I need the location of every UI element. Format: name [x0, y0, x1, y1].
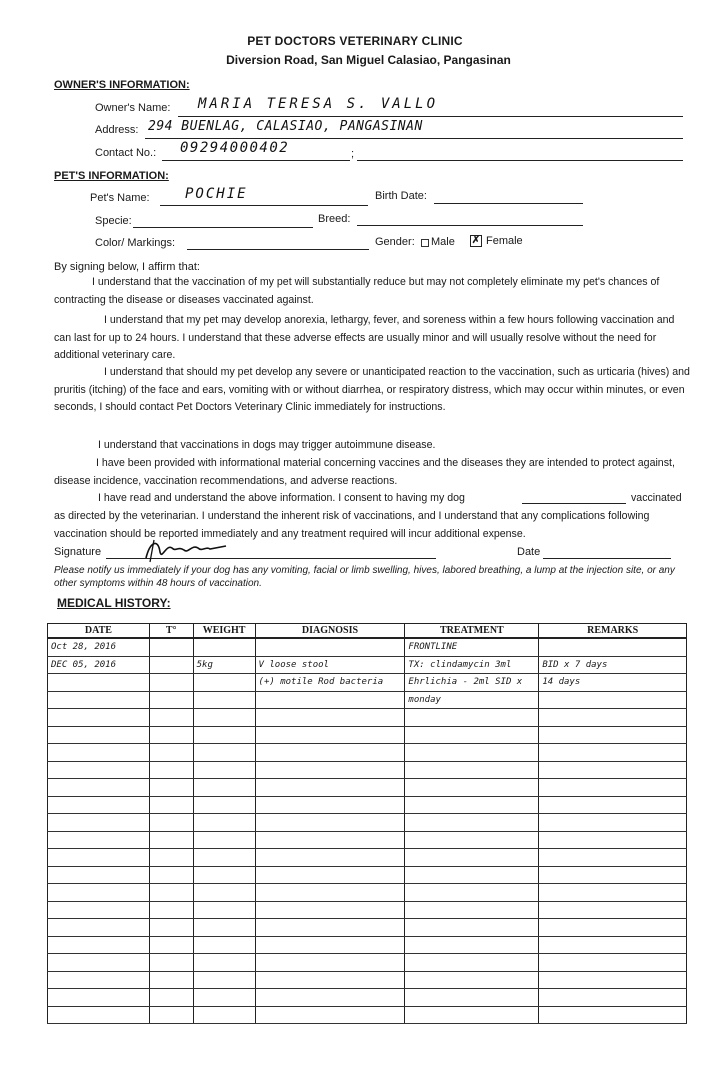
owner-contact-line-2	[357, 160, 683, 161]
cell-diagnosis[interactable]	[255, 796, 405, 814]
date-label: Date	[517, 546, 541, 558]
cell-temperature[interactable]	[149, 709, 193, 727]
cell-diagnosis[interactable]	[255, 761, 405, 779]
cell-date[interactable]	[48, 884, 150, 902]
cell-date[interactable]	[48, 831, 150, 849]
cell-weight[interactable]	[193, 674, 255, 692]
cell-weight[interactable]	[193, 831, 255, 849]
cell-remarks[interactable]	[539, 744, 687, 762]
table-row	[48, 761, 687, 779]
owner-name-label: Owner's Name:	[95, 102, 171, 114]
female-label: Female	[486, 235, 523, 247]
cell-treatment[interactable]: TX: clindamycin 3ml	[405, 656, 539, 674]
cell-weight[interactable]	[193, 796, 255, 814]
cell-diagnosis[interactable]	[255, 989, 405, 1007]
cell-diagnosis[interactable]	[255, 691, 405, 709]
cell-weight[interactable]	[193, 866, 255, 884]
table-row	[48, 919, 687, 937]
cell-diagnosis[interactable]	[255, 638, 405, 656]
cell-treatment[interactable]	[405, 796, 539, 814]
cell-treatment[interactable]	[405, 936, 539, 954]
cell-remarks[interactable]	[539, 936, 687, 954]
cell-treatment[interactable]	[405, 726, 539, 744]
cell-treatment[interactable]	[405, 954, 539, 972]
table-row	[48, 779, 687, 797]
cell-temperature[interactable]	[149, 954, 193, 972]
cell-temperature[interactable]	[149, 814, 193, 832]
table-row	[48, 971, 687, 989]
cell-treatment[interactable]	[405, 831, 539, 849]
cell-diagnosis[interactable]	[255, 919, 405, 937]
specie-label: Specie:	[95, 215, 132, 227]
male-label: Male	[431, 236, 455, 248]
cell-remarks[interactable]	[539, 761, 687, 779]
cell-temperature[interactable]	[149, 726, 193, 744]
cell-diagnosis[interactable]	[255, 1006, 405, 1024]
cell-treatment[interactable]	[405, 866, 539, 884]
cell-remarks[interactable]	[539, 1006, 687, 1024]
cell-temperature[interactable]	[149, 831, 193, 849]
cell-temperature[interactable]	[149, 971, 193, 989]
cell-weight[interactable]	[193, 884, 255, 902]
pet-name-value[interactable]: POCHIE	[185, 186, 248, 202]
table-row	[48, 849, 687, 867]
color-markings-label: Color/ Markings:	[95, 237, 176, 249]
cell-temperature[interactable]	[149, 989, 193, 1007]
consent-paragraph-6c: as directed by the veterinarian. I understand the inherent risk of vaccinations, and I understand that any complications following vaccination should be reported immediately and any treatment required will incur additional expense.	[54, 510, 650, 540]
cell-date[interactable]	[48, 726, 150, 744]
cell-date[interactable]	[48, 919, 150, 937]
cell-remarks[interactable]	[539, 971, 687, 989]
cell-diagnosis[interactable]	[255, 901, 405, 919]
cell-treatment[interactable]	[405, 919, 539, 937]
breed-label: Breed:	[318, 213, 351, 225]
table-row	[48, 954, 687, 972]
cell-remarks[interactable]	[539, 901, 687, 919]
consent-paragraph-2: I understand that my pet may develop anorexia, lethargy, fever, and soreness within a few hours following vaccination and can last for up to 24 hours. I understand that these adverse effects are usually minor and will usually resolve without the need for additional veterinary care.	[54, 314, 675, 361]
cell-temperature[interactable]	[149, 691, 193, 709]
cell-temperature[interactable]	[149, 919, 193, 937]
cell-temperature[interactable]	[149, 901, 193, 919]
cell-remarks[interactable]	[539, 726, 687, 744]
cell-diagnosis[interactable]	[255, 831, 405, 849]
table-row	[48, 814, 687, 832]
cell-date[interactable]	[48, 709, 150, 727]
owner-section-title: OWNER'S INFORMATION:	[54, 79, 190, 91]
cell-date[interactable]	[48, 761, 150, 779]
consent-intro: By signing below, I affirm that:	[54, 261, 200, 273]
medical-history-title: MEDICAL HISTORY:	[57, 596, 171, 610]
cell-treatment[interactable]	[405, 901, 539, 919]
cell-treatment[interactable]: FRONTLINE	[405, 638, 539, 656]
cell-date[interactable]	[48, 989, 150, 1007]
cell-treatment[interactable]	[405, 814, 539, 832]
owner-contact-label: Contact No.:	[95, 147, 157, 159]
contact-separator: ;	[351, 148, 355, 160]
cell-temperature[interactable]	[149, 849, 193, 867]
breed-line[interactable]	[357, 225, 583, 226]
cell-treatment[interactable]	[405, 971, 539, 989]
cell-temperature[interactable]	[149, 674, 193, 692]
table-row	[48, 884, 687, 902]
cell-weight[interactable]	[193, 814, 255, 832]
cell-weight[interactable]	[193, 936, 255, 954]
owner-contact-line	[162, 160, 350, 161]
cell-remarks[interactable]	[539, 831, 687, 849]
cell-diagnosis[interactable]: V loose stool	[255, 656, 405, 674]
table-row	[48, 691, 687, 709]
cell-remarks[interactable]	[539, 691, 687, 709]
cell-date[interactable]	[48, 936, 150, 954]
table-row	[48, 831, 687, 849]
cell-weight[interactable]	[193, 989, 255, 1007]
color-markings-line[interactable]	[187, 249, 369, 250]
table-row	[48, 866, 687, 884]
cell-date[interactable]: Oct 28, 2016	[48, 638, 150, 656]
cell-weight[interactable]	[193, 1006, 255, 1024]
cell-weight[interactable]	[193, 691, 255, 709]
cell-date[interactable]: DEC 05, 2016	[48, 656, 150, 674]
cell-treatment[interactable]: Ehrlichia - 2ml SID x	[405, 674, 539, 692]
column-header-diagnosis: DIAGNOSIS	[255, 624, 405, 639]
birth-date-line[interactable]	[434, 203, 583, 204]
cell-temperature[interactable]	[149, 866, 193, 884]
cell-remarks[interactable]	[539, 884, 687, 902]
cell-weight[interactable]	[193, 709, 255, 727]
cell-remarks[interactable]	[539, 796, 687, 814]
cell-temperature[interactable]	[149, 1006, 193, 1024]
cell-remarks[interactable]	[539, 989, 687, 1007]
cell-weight[interactable]	[193, 726, 255, 744]
table-row	[48, 674, 687, 692]
clinic-name: PET DOCTORS VETERINARY CLINIC	[247, 34, 463, 48]
cell-treatment[interactable]	[405, 779, 539, 797]
table-row	[48, 796, 687, 814]
owner-name-value[interactable]: MARIA TERESA S. VALLO	[198, 96, 439, 112]
pet-name-line	[160, 205, 368, 206]
consent-paragraph-4: I understand that vaccinations in dogs may trigger autoimmune disease.	[98, 439, 436, 451]
cell-temperature[interactable]	[149, 761, 193, 779]
cell-date[interactable]	[48, 674, 150, 692]
column-header-treatment: TREATMENT	[405, 624, 539, 639]
cell-diagnosis[interactable]	[255, 814, 405, 832]
dog-vaccine-line[interactable]	[522, 503, 626, 504]
table-row	[48, 638, 687, 656]
cell-temperature[interactable]	[149, 796, 193, 814]
table-row	[48, 709, 687, 727]
cell-temperature[interactable]	[149, 744, 193, 762]
cell-remarks[interactable]	[539, 919, 687, 937]
signature-label: Signature	[54, 546, 102, 558]
cell-treatment[interactable]: monday	[405, 691, 539, 709]
owner-address-label: Address:	[95, 124, 139, 136]
cell-diagnosis[interactable]	[255, 779, 405, 797]
cell-remarks[interactable]	[539, 849, 687, 867]
date-line[interactable]	[543, 558, 671, 559]
owner-contact-value[interactable]: 09294000402	[180, 140, 290, 156]
cell-remarks[interactable]	[539, 638, 687, 656]
cell-temperature[interactable]	[149, 638, 193, 656]
cell-weight[interactable]	[193, 971, 255, 989]
table-row	[48, 989, 687, 1007]
consent-paragraph-6a: I have read and understand the above information. I consent to having my dog	[98, 492, 465, 504]
cell-temperature[interactable]	[149, 656, 193, 674]
consent-paragraph-3: I understand that should my pet develop any severe or unanticipated reaction to the vaccination, such as urticaria (hives) and pruritis (itching) of the face and ears, vomiting with or without diarrhea, or respiratory distress, which may occur within minutes, or even seconds, I should contact Pet Doctors Veterinary Clinic immediately for instructions.	[54, 366, 690, 413]
cell-weight[interactable]: 5kg	[193, 656, 255, 674]
cell-remarks[interactable]: BID x 7 days	[539, 656, 687, 674]
cell-weight[interactable]	[193, 954, 255, 972]
cell-weight[interactable]	[193, 744, 255, 762]
cell-date[interactable]	[48, 796, 150, 814]
cell-weight[interactable]	[193, 638, 255, 656]
medical-history-table	[47, 623, 687, 1024]
cell-treatment[interactable]	[405, 989, 539, 1007]
pet-section-title: PET'S INFORMATION:	[54, 170, 169, 182]
cell-date[interactable]	[48, 901, 150, 919]
cell-date[interactable]	[48, 866, 150, 884]
cell-date[interactable]	[48, 954, 150, 972]
cell-treatment[interactable]	[405, 849, 539, 867]
cell-diagnosis[interactable]	[255, 849, 405, 867]
cell-diagnosis[interactable]	[255, 726, 405, 744]
table-row	[48, 936, 687, 954]
cell-remarks[interactable]	[539, 709, 687, 727]
cell-weight[interactable]	[193, 761, 255, 779]
pet-name-label: Pet's Name:	[90, 192, 150, 204]
cell-remarks[interactable]	[539, 814, 687, 832]
consent-paragraph-1: I understand that the vaccination of my pet will substantially reduce but may not completely eliminate my pet's chances of contracting the disease or diseases vaccinated against.	[54, 276, 660, 306]
cell-remarks[interactable]	[539, 779, 687, 797]
gender-label: Gender:	[375, 236, 415, 248]
column-header-remarks: REMARKS	[539, 624, 687, 639]
cell-diagnosis[interactable]	[255, 744, 405, 762]
cell-treatment[interactable]	[405, 1006, 539, 1024]
column-header-weight: WEIGHT	[193, 624, 255, 639]
cell-temperature[interactable]	[149, 884, 193, 902]
cell-date[interactable]	[48, 744, 150, 762]
cell-treatment[interactable]	[405, 761, 539, 779]
male-checkbox[interactable]	[421, 239, 429, 247]
owner-address-value[interactable]: 294 BUENLAG, CALASIAO, PANGASINAN	[148, 119, 423, 134]
cell-treatment[interactable]	[405, 744, 539, 762]
notify-notice: Please notify us immediately if your dog has any vomiting, facial or limb swelling, hives, labored breathing, a lump at the injection site, or any other symptoms within 48 hours of vaccination.	[54, 565, 675, 589]
cell-diagnosis[interactable]	[255, 866, 405, 884]
cell-diagnosis[interactable]	[255, 709, 405, 727]
cell-temperature[interactable]	[149, 936, 193, 954]
cell-remarks[interactable]: 14 days	[539, 674, 687, 692]
table-row	[48, 656, 687, 674]
cell-diagnosis[interactable]	[255, 884, 405, 902]
clinic-address: Diversion Road, San Miguel Calasiao, Pangasinan	[226, 53, 511, 67]
cell-diagnosis[interactable]: (+) motile Rod bacteria	[255, 674, 405, 692]
column-header-temperature: T°	[149, 624, 193, 639]
cell-diagnosis[interactable]	[255, 936, 405, 954]
cell-date[interactable]	[48, 1006, 150, 1024]
owner-address-line	[145, 138, 683, 139]
signature-scribble	[140, 534, 240, 564]
specie-line[interactable]	[133, 227, 313, 228]
consent-paragraph-5: I have been provided with informational material concerning vaccines and the diseases they are intended to protect against, disease incidence, vaccination recommendations, and adverse reactions.	[54, 457, 675, 487]
cell-treatment[interactable]	[405, 709, 539, 727]
table-row	[48, 901, 687, 919]
cell-weight[interactable]	[193, 901, 255, 919]
table-row	[48, 744, 687, 762]
cell-diagnosis[interactable]	[255, 971, 405, 989]
cell-diagnosis[interactable]	[255, 954, 405, 972]
cell-weight[interactable]	[193, 779, 255, 797]
cell-date[interactable]	[48, 691, 150, 709]
column-header-date: DATE	[48, 624, 150, 639]
cell-weight[interactable]	[193, 919, 255, 937]
owner-name-line	[178, 116, 683, 117]
cell-remarks[interactable]	[539, 866, 687, 884]
birth-date-label: Birth Date:	[375, 190, 427, 202]
cell-temperature[interactable]	[149, 779, 193, 797]
cell-treatment[interactable]	[405, 884, 539, 902]
cell-date[interactable]	[48, 971, 150, 989]
table-row	[48, 726, 687, 744]
cell-date[interactable]	[48, 814, 150, 832]
female-checkbox-checked[interactable]: ✗	[471, 235, 481, 246]
cell-date[interactable]	[48, 849, 150, 867]
cell-remarks[interactable]	[539, 954, 687, 972]
cell-date[interactable]	[48, 779, 150, 797]
consent-paragraph-6b: vaccinated	[631, 492, 682, 504]
cell-weight[interactable]	[193, 849, 255, 867]
medical-history-header-row	[48, 624, 687, 639]
table-row	[48, 1006, 687, 1024]
